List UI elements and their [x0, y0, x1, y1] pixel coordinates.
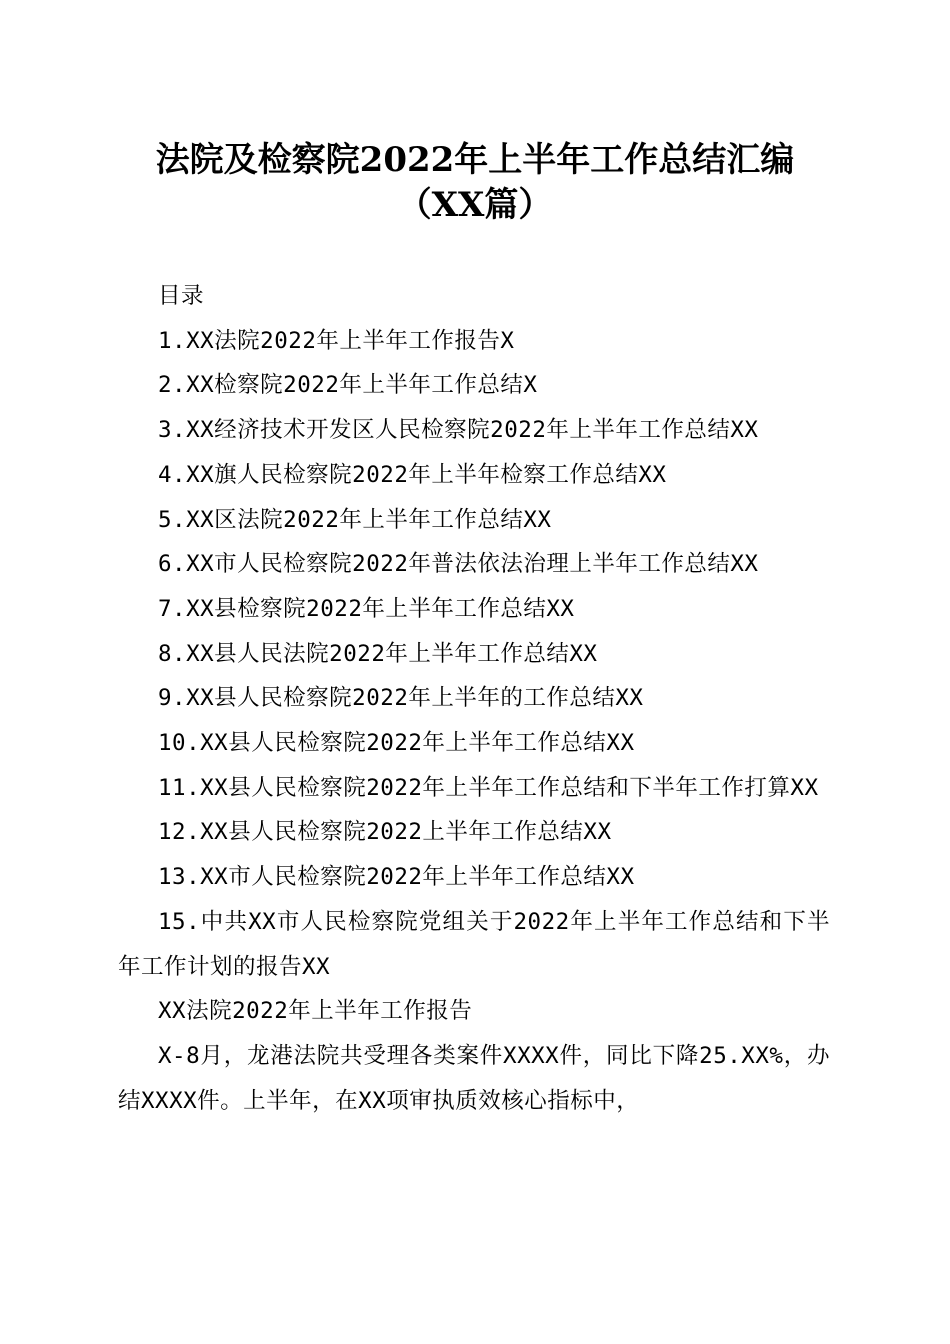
document-title: 法院及检察院2022年上半年工作总结汇编 [155, 140, 795, 180]
section-heading: XX法院2022年上半年工作报告 [158, 998, 473, 1025]
toc-item: 9.XX县人民检察院2022年上半年的工作总结XX [158, 685, 644, 712]
toc-heading: 目录 [158, 283, 205, 309]
toc-item: 6.XX市人民检察院2022年普法依法治理上半年工作总结XX [158, 551, 759, 578]
toc-item: 3.XX经济技术开发区人民检察院2022年上半年工作总结XX [158, 417, 759, 444]
toc-item: 13.XX市人民检察院2022年上半年工作总结XX [158, 864, 635, 891]
body-paragraph: X-8月，龙港法院共受理各类案件XXXX件，同比下降25.XX%，办结XXXX件。上半年，在XX项审执质效核心指标中， [118, 1042, 830, 1114]
toc-item: 1.XX法院2022年上半年工作报告X [158, 327, 515, 354]
toc-item: 11.XX县人民检察院2022年上半年工作总结和下半年工作打算XX [158, 774, 819, 801]
document-body [118, 274, 830, 1123]
toc-item: 5.XX区法院2022年上半年工作总结XX [158, 506, 552, 533]
toc-item: 7.XX县检察院2022年上半年工作总结XX [158, 595, 575, 622]
toc-item: 10.XX县人民检察院2022年上半年工作总结XX [158, 730, 635, 757]
toc-item: 12.XX县人民检察院2022上半年工作总结XX [158, 819, 612, 846]
document-subtitle: （XX篇） [397, 185, 553, 225]
toc-item: 4.XX旗人民检察院2022年上半年检察工作总结XX [158, 461, 667, 488]
toc-item: 15.中共XX市人民检察院党组关于2022年上半年工作总结和下半年工作计划的报告XX [118, 908, 830, 980]
toc-item: 2.XX检察院2022年上半年工作总结X [158, 372, 538, 399]
toc-item: 8.XX县人民法院2022年上半年工作总结XX [158, 640, 598, 667]
